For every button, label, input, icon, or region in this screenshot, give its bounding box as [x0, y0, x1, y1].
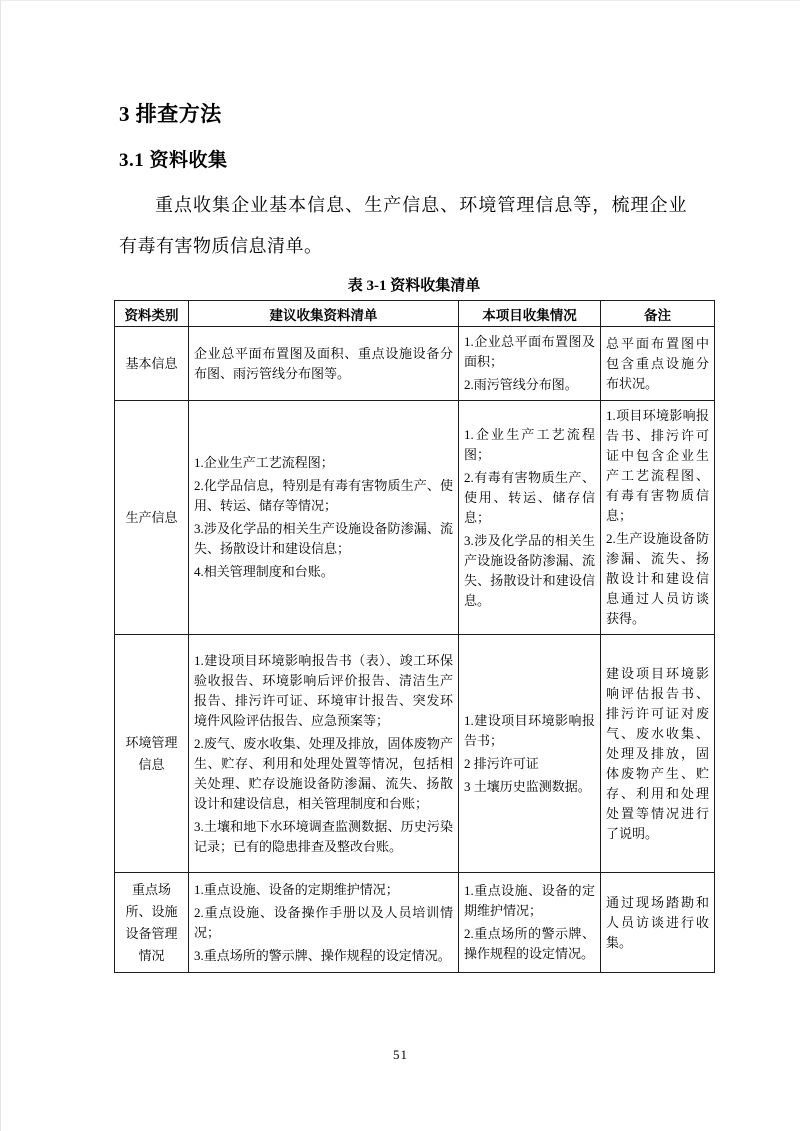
- remark-cell: [601, 401, 715, 635]
- table-header-row: [115, 301, 715, 327]
- cell-paragraph: 1.企业总平面布置图及面积；: [464, 334, 595, 369]
- cell-paragraph: 2.有毒有害物质生产、使用、转运、储存信息；: [464, 469, 595, 525]
- header-cell-suggested: 建议收集资料清单: [189, 301, 459, 327]
- cell-paragraph: 1.项目环境影响报告书、排污许可证中包含企业生产工艺流程图、有毒有害物质信息；: [606, 408, 709, 523]
- cell-paragraph: 2.化学品信息，特别是有毒有害物质生产、使用、转运、储存等情况；: [194, 478, 453, 513]
- cell-paragraph: 3 土壤历史监测数据。: [464, 778, 591, 794]
- header-cell-collected: 本项目收集情况: [459, 301, 601, 327]
- category-cell: 基本信息: [115, 327, 189, 401]
- cell-paragraph: 1.企业生产工艺流程图；: [464, 426, 595, 462]
- cell-paragraph: 2 排污许可证: [464, 755, 539, 771]
- table-row: [115, 635, 715, 873]
- cell-paragraph: 2.重点场所的警示牌、操作规程的设定情况。: [464, 926, 595, 961]
- page-number: 51: [393, 1047, 408, 1062]
- cell-paragraph: 2.生产设施设备防渗漏、流失、扬散设计和建设信息通过人员访谈获得。: [606, 531, 709, 626]
- remark-cell: [601, 635, 715, 873]
- cell-paragraph: 1.重点设施、设备的定期维护情况；: [464, 883, 595, 918]
- remark-cell: [601, 327, 715, 401]
- table-row: [115, 327, 715, 401]
- suggested-cell: [189, 327, 459, 401]
- cell-paragraph: 1.企业生产工艺流程图；: [194, 455, 334, 470]
- cell-paragraph: 通过现场踏勘和人员访谈进行收集。: [606, 894, 709, 950]
- suggested-cell: [189, 873, 459, 973]
- collected-cell: [459, 635, 601, 873]
- table-caption: 表 3-1 资料收集清单: [347, 278, 481, 294]
- data-collection-table: [114, 300, 715, 973]
- category-cell: 重点场所、设施设备管理情况: [115, 873, 189, 973]
- collected-cell: [459, 401, 601, 635]
- table-row: [115, 873, 715, 973]
- category-cell: 生产信息: [115, 401, 189, 635]
- cell-paragraph: 1.建设项目环境影响报告书（表）、竣工环保验收报告、环境影响后评价报告、清洁生产报告、排污许可证、环境审计报告、突发环境件风险评估报告、应急预案等；: [194, 652, 453, 728]
- cell-paragraph: 2.重点设施、设备操作手册以及人员培训情况；: [194, 904, 453, 940]
- cell-paragraph: 2.雨污管线分布图。: [464, 377, 578, 392]
- table-body: [115, 327, 715, 973]
- cell-paragraph: 3.涉及化学品的相关生产设施设备防渗漏、流失、扬散设计和建设信息。: [464, 532, 595, 608]
- cell-paragraph: 企业总平面布置图及面积、重点设施设备分布图、雨污管线分布图等。: [194, 345, 453, 381]
- collected-cell: [459, 873, 601, 973]
- cell-paragraph: 2.废气、废水收集、处理及排放，固体废物产生、贮存、利用和处理处置等情况，包括相关处理、贮存设施设备防渗漏、流失、扬散设计和建设信息，相关管理制度和台账；: [194, 735, 453, 811]
- suggested-cell: [189, 401, 459, 635]
- collected-cell: [459, 327, 601, 401]
- cell-paragraph: 建设项目环境影响评估报告书、排污许可证对废气、废水收集、处理及排放，固体废物产生、贮存、利用和处理处置等情况进行了说明。: [606, 665, 709, 841]
- remark-cell: [601, 873, 715, 973]
- cell-paragraph: 总平面布置图中包含重点设施分布状况。: [606, 335, 709, 391]
- subsection-heading: 3.1 资料收集: [119, 150, 228, 171]
- cell-paragraph: 3.重点场所的警示牌、操作规程的设定情况。: [194, 947, 451, 963]
- header-cell-remark: 备注: [601, 301, 715, 327]
- header-cell-category: 资料类别: [115, 301, 189, 327]
- cell-paragraph: 1.建设项目环境影响报告书；: [464, 712, 595, 748]
- intro-paragraph: 重点收集企业基本信息、生产信息、环境管理信息等，梳理企业有毒有害物质信息清单。: [119, 195, 687, 256]
- category-cell: 环境管理信息: [115, 635, 189, 873]
- table-row: [115, 401, 715, 635]
- cell-paragraph: 1.重点设施、设备的定期维护情况；: [194, 881, 399, 897]
- cell-paragraph: 3.涉及化学品的相关生产设施设备防渗漏、流失、扬散设计和建设信息；: [194, 521, 453, 556]
- section-heading: 3 排查方法: [119, 102, 222, 126]
- cell-paragraph: 4.相关管理制度和台账。: [194, 564, 334, 579]
- cell-paragraph: 3.土壤和地下水环境调查监测数据、历史污染记录；已有的隐患排查及整改台账。: [194, 818, 453, 854]
- suggested-cell: [189, 635, 459, 873]
